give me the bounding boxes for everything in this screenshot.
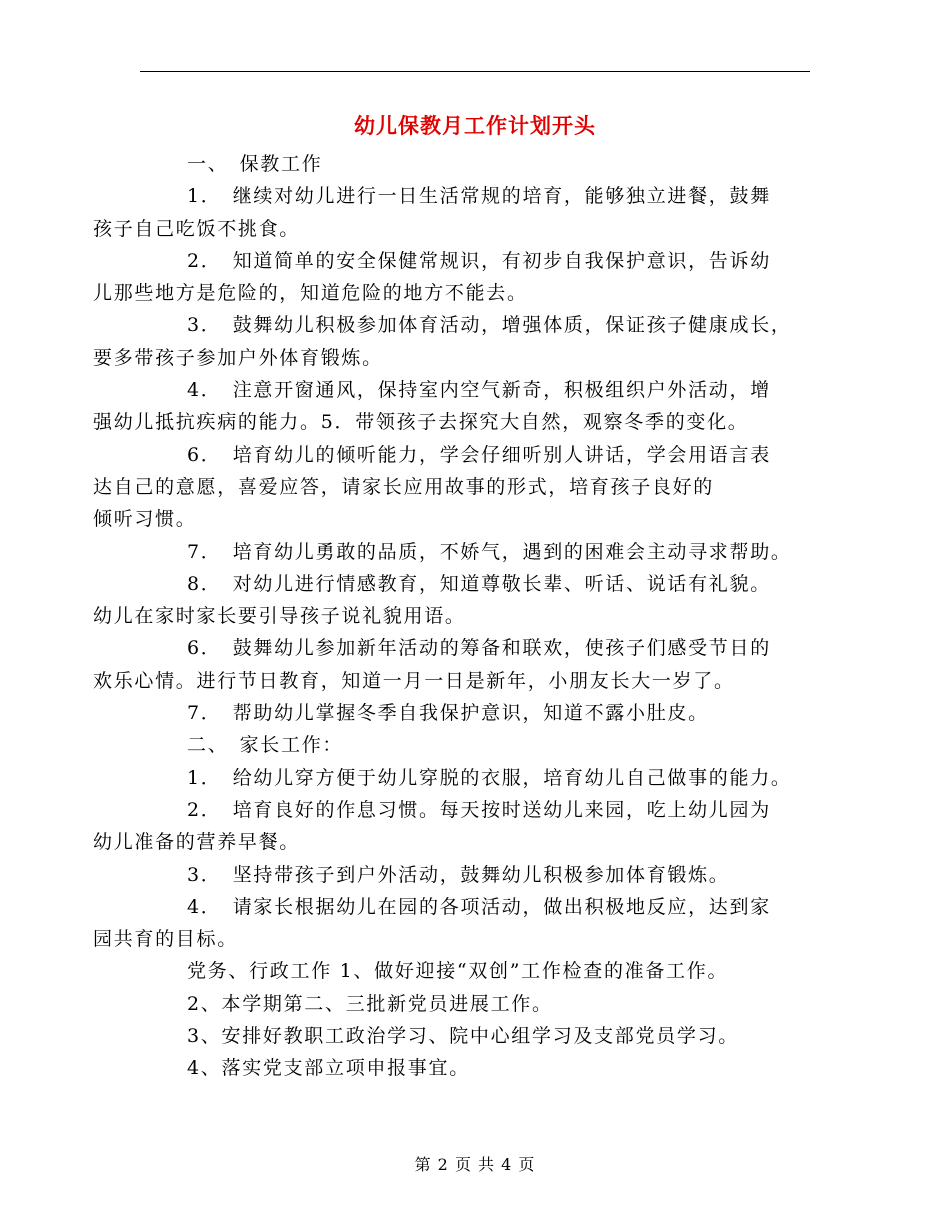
paragraph-line: 孩子自己吃饭不挑食。: [93, 217, 301, 240]
paragraph: [140, 1052, 830, 1084]
paragraph-line: 倾听习惯。: [93, 508, 197, 531]
paragraph: [140, 148, 830, 180]
paragraph-line: 幼儿准备的营养早餐。: [93, 831, 301, 854]
paragraph-line: 2． 培育良好的作息习惯。每天按时送幼儿来园，吃上幼儿园为: [187, 798, 771, 821]
page-title: 幼儿保教月工作计划开头: [354, 113, 596, 138]
paragraph: [93, 439, 830, 536]
paragraph: [93, 309, 830, 374]
paragraph: [140, 859, 830, 891]
paragraph-line: 7． 培育幼儿勇敢的品质，不娇气，遇到的困难会主动寻求帮助。: [187, 540, 792, 563]
paragraph: [93, 891, 830, 956]
paragraph-line: 4、落实党支部立项申报事宜。: [187, 1057, 470, 1080]
paragraph-line: 4． 请家长根据幼儿在园的各项活动，做出积极地反应，达到家: [187, 895, 771, 918]
paragraph: [93, 374, 830, 439]
paragraph: [93, 180, 830, 245]
paragraph: [140, 762, 830, 794]
page-footer: 第 2 页 共 4 页: [414, 1155, 536, 1174]
paragraph-line: 6． 培育幼儿的倾听能力，学会仔细听别人讲话，学会用语言表: [187, 443, 771, 466]
paragraph: [140, 1020, 830, 1052]
paragraph-line: 4． 注意开窗通风，保持室内空气新奇，积极组织户外活动，增: [187, 379, 771, 402]
paragraph-line: 强幼儿抵抗疾病的能力。5．带领孩子去探究大自然，观察冬季的变化。: [93, 411, 749, 434]
header-rule: [140, 71, 810, 72]
paragraph-line: 2、本学期第二、三批新党员进展工作。: [187, 992, 553, 1015]
paragraph: [140, 729, 830, 761]
paragraph-line: 2． 知道简单的安全保健常规识，有初步自我保护意识，告诉幼: [187, 249, 771, 272]
paragraph: [93, 568, 830, 633]
paragraph-line: 园共育的目标。: [93, 928, 238, 951]
paragraph: [140, 536, 830, 568]
paragraph: [140, 955, 830, 987]
paragraph-line: 要多带孩子参加户外体育锻炼。: [93, 346, 383, 369]
paragraph-line: 1． 给幼儿穿方便于幼儿穿脱的衣服，培育幼儿自己做事的能力。: [187, 766, 792, 789]
paragraph-line: 幼儿在家时家长要引导孩子说礼貌用语。: [93, 605, 466, 628]
paragraph-line: 8． 对幼儿进行情感教育，知道尊敬长辈、听话、说话有礼貌。: [187, 572, 771, 595]
paragraph-line: 一、 保教工作: [187, 153, 323, 175]
paragraph-line: 达自己的意愿，喜爱应答，请家长应用故事的形式，培育孩子良好的: [93, 475, 715, 498]
paragraph-line: 3． 坚持带孩子到户外活动，鼓舞幼儿积极参加体育锻炼。: [187, 863, 730, 886]
document-body: [93, 148, 830, 1085]
paragraph-line: 1． 继续对幼儿进行一日生活常规的培育，能够独立进餐，鼓舞: [187, 185, 771, 208]
paragraph-line: 党务、行政工作 1、做好迎接“双创”工作检查的准备工作。: [187, 960, 729, 983]
paragraph-line: 7． 帮助幼儿掌握冬季自我保护意识，知道不露小肚皮。: [187, 702, 709, 725]
paragraph-line: 欢乐心情。进行节日教育，知道一月一日是新年，小朋友长大一岁了。: [93, 669, 735, 692]
paragraph-line: 6． 鼓舞幼儿参加新年活动的筹备和联欢，使孩子们感受节日的: [187, 637, 771, 660]
paragraph: [93, 245, 830, 310]
paragraph: [140, 988, 830, 1020]
paragraph-line: 儿那些地方是危险的，知道危险的地方不能去。: [93, 282, 528, 305]
paragraph-line: 3． 鼓舞幼儿积极参加体育活动，增强体质，保证孩子健康成长，: [187, 314, 792, 337]
paragraph: [140, 697, 830, 729]
paragraph-line: 3、安排好教职工政治学习、院中心组学习及支部党员学习。: [187, 1025, 739, 1048]
paragraph-line: 二、 家长工作：: [187, 734, 344, 757]
paragraph: [93, 794, 830, 859]
paragraph: [93, 632, 830, 697]
